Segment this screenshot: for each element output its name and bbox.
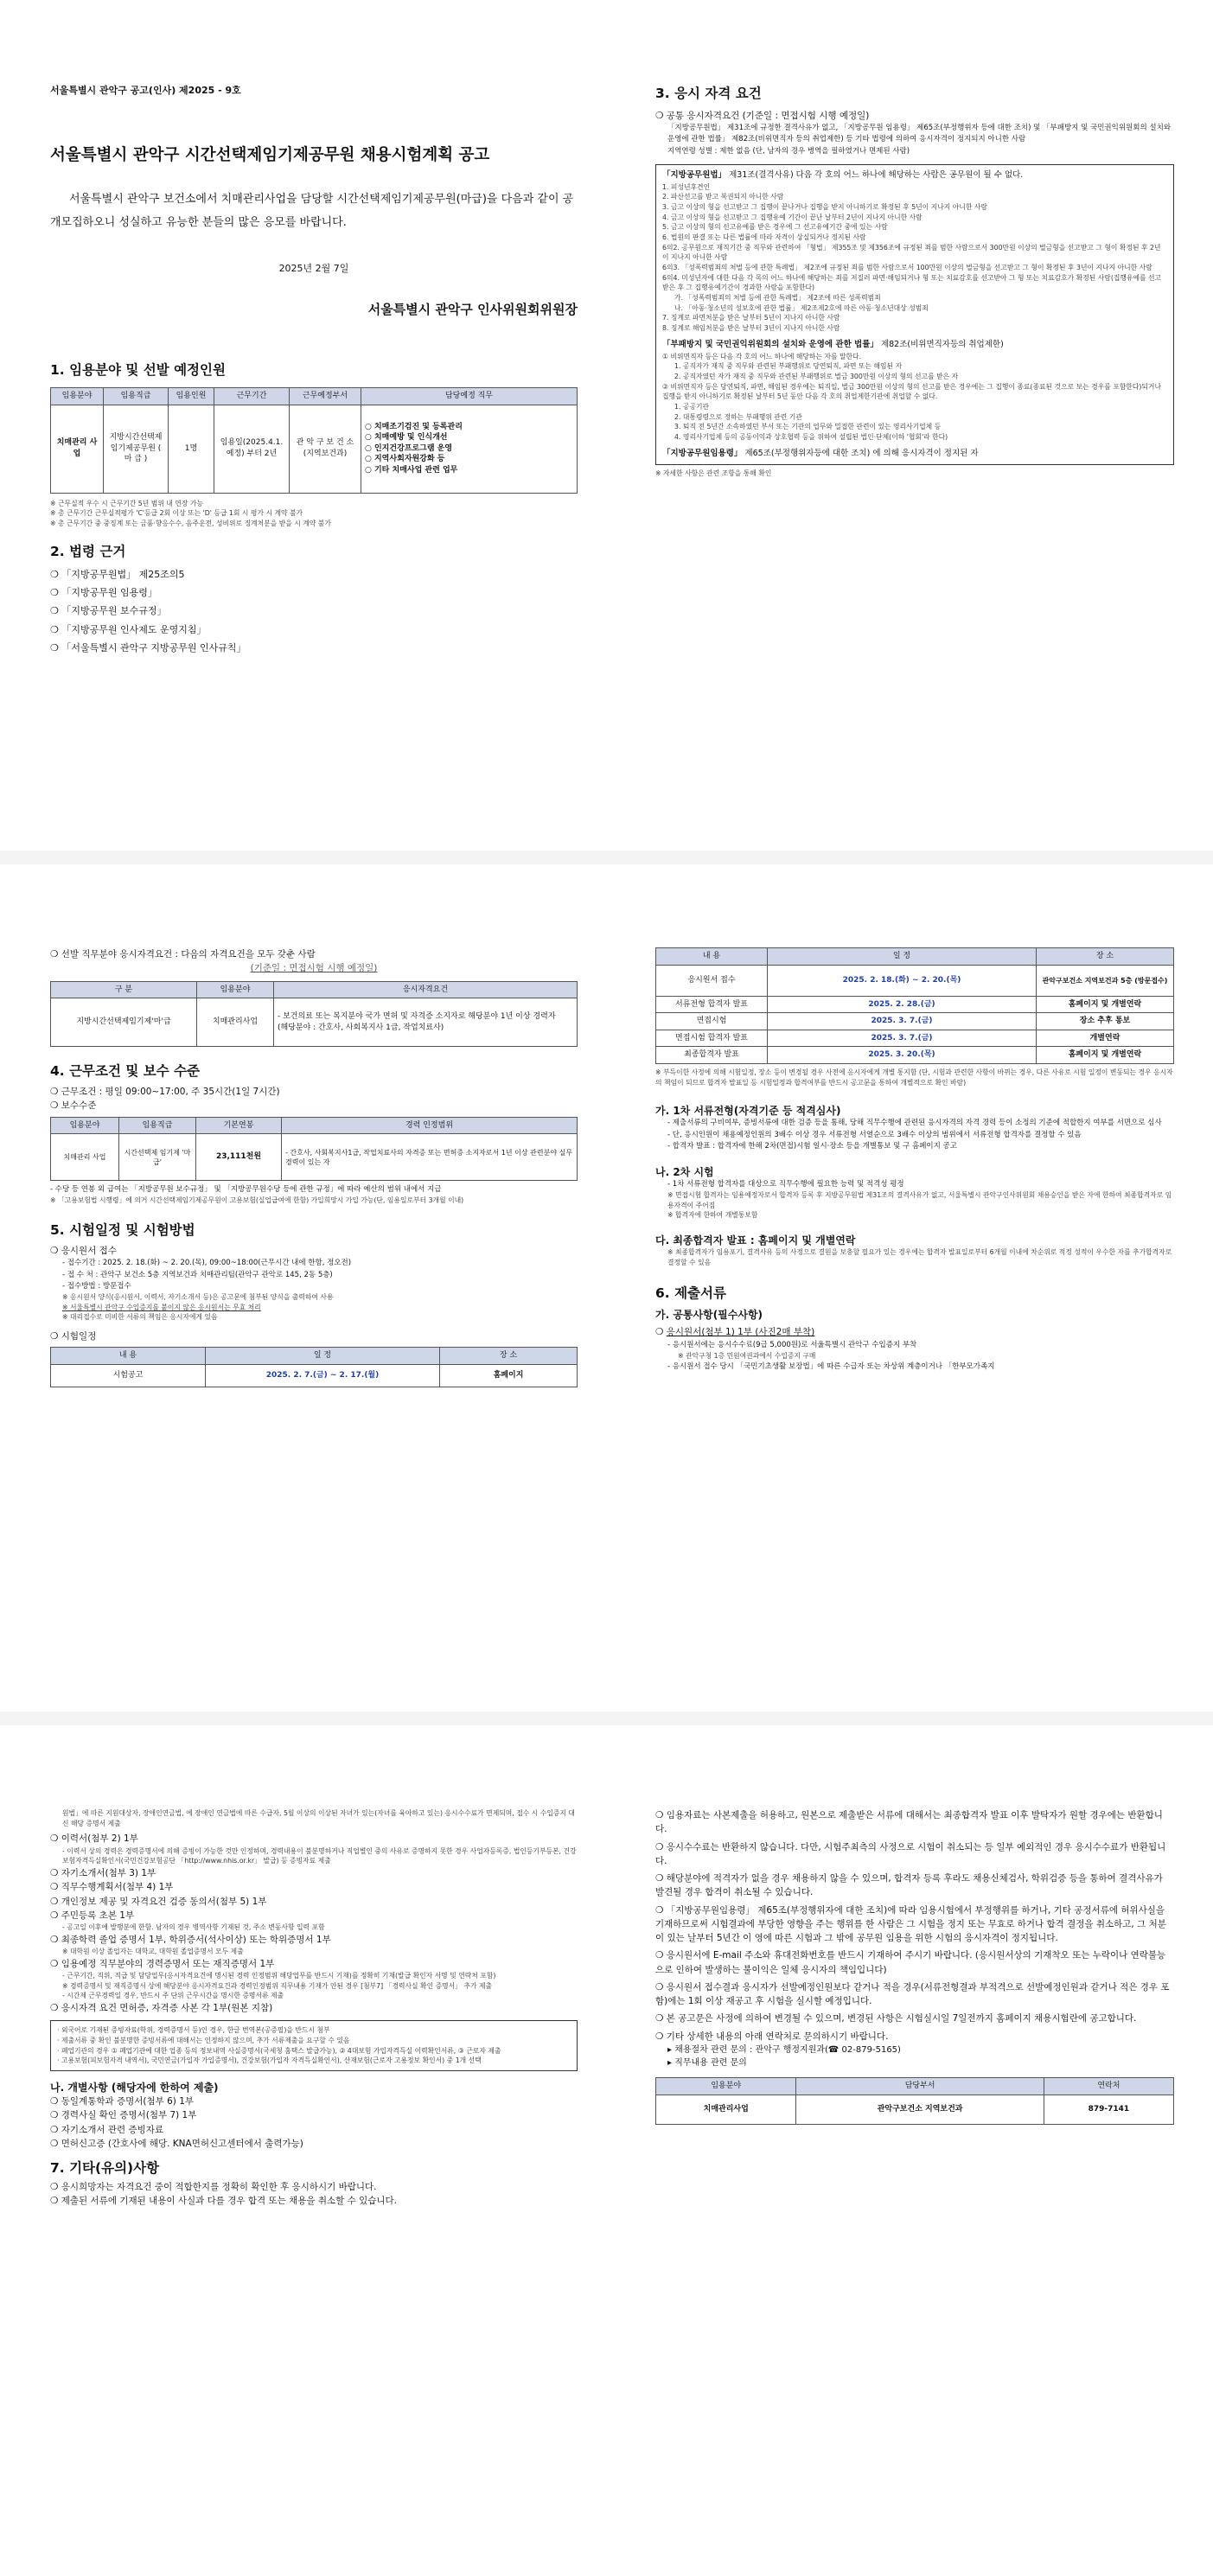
intake-note: ※ 서울특별시 관악구 수입증지를 붙이지 않은 응시원서는 무효 처리 xyxy=(62,1303,261,1311)
selection-category: 지방시간선택제임기제'마'급 xyxy=(51,998,197,1047)
law-basis-item: ❍ 「서울특별시 관악구 지방공무원 인사규칙」 xyxy=(50,642,246,654)
law-clause: 5. 금고 이상의 형의 선고유예를 받은 경우에 그 선고유예기간 중에 있는 사람 xyxy=(662,223,888,232)
schedule-header: 내 용 xyxy=(51,1348,206,1365)
schedule-what: 최종합격자 발표 xyxy=(656,1047,768,1064)
optional-doc: ❍ 자기소개서 관련 증빙자료 xyxy=(50,2124,164,2135)
documents-notes-box xyxy=(50,2020,578,2071)
bullet-circle-icon: ❍ xyxy=(655,1981,667,1993)
section-4-title: 4. 근무조건 및 보수 수준 xyxy=(50,1063,201,1080)
contact-tel: 879-7141 xyxy=(1044,2095,1173,2124)
page-3-right-column xyxy=(655,1808,1174,2125)
caution-item: ❍ 임용자료는 사본제출을 허용하고, 원본으로 제출받은 서류에 대해서는 최종합격자 발표 이후 발탁자가 원할 경우에는 반환합니다. xyxy=(655,1810,1163,1835)
recruit-header: 임용분야 xyxy=(51,387,104,405)
act-clause: 4. 영리사기업체 등의 공동이익과 상호협력 등을 위하여 설립된 법인·단체(이하 '협회'라 한다) xyxy=(674,433,948,442)
doc-item: ❍ 최종학력 졸업 증명서 1부, 학위증서(석사이상) 또는 학위증명서 1부 xyxy=(50,1934,331,1945)
caution-item: ❍ 해당분야에 적격자가 없을 경우 채용하지 않을 수 있으며, 합격자 등록 후라도 채용신체검사, 학위검증 등을 통하여 결격사유가 발견될 경우 합격이 취소될 수 있습니다. xyxy=(655,1873,1163,1898)
selection-intro: ❍ 선발 직무분야 응시자격요건 : 다음의 자격요건을 모두 갖춘 사람 xyxy=(50,949,316,960)
selection-header: 응시자격요건 xyxy=(274,981,578,998)
schedule-where: 홈페이지 및 개별연락 xyxy=(1037,996,1174,1013)
recruit-header: 담당예정 직무 xyxy=(361,387,578,405)
section-3-title: 3. 응시 자격 요건 xyxy=(655,86,762,101)
contact-table xyxy=(655,2077,1174,2125)
page-1 xyxy=(0,0,1213,851)
intake-note: ※ 대리접수로 미비한 서류의 책임은 응시자에게 있음 xyxy=(62,1313,218,1322)
caution-item: ❍ 「지방공무원임용령」 제65조(부정행위자에 대한 조치)에 따라 임용시험에서 부정행위를 하거나, 기타 공정서류에 허위사실을 기재하므로써 시험결과에 부당한 영향을 주는 행위를 한 사람은 그 시험을 정지 또는 무효로 하거나 합격 결정을 취소하고, 그 처분이 있는 날부터 5년간 이 영에 따른 시험과 그 밖에 공무원 임용을 위한 시험의 응시자격이 정지됩니다. xyxy=(655,1904,1166,1944)
doc-item: ❍ 자기소개서(첨부 3) 1부 xyxy=(50,1868,156,1879)
bullet-circle-icon: ❍ xyxy=(50,1958,61,1969)
law-clause: 6의3. 「성폭력범죄의 처벌 등에 관한 특례법」 제2조에 규정된 죄를 범한 사람으로서 100만원 이상의 벌금형을 선고받고 그 형이 확정된 후 3년이 지나지 아니한 사람 xyxy=(662,264,1152,271)
law-clause: 6. 법원의 판결 또는 다른 법률에 따라 자격이 상실되거나 정지된 사람 xyxy=(662,233,866,241)
intake-item: - 접 수 처 : 관악구 보건소 5층 지역보건과 치매관리팀(관악구 관악로 145, 2동 5층) xyxy=(62,1270,333,1279)
act-clause: ② 비위면직자 등은 당연퇴직, 파면, 해임된 경우에는 퇴직일, 벌금 300만원 이상의 형의 선고를 받은 경우에는 그 집행이 종료(종료된 것으로 보는 경우를 포함한다)되거나 집행을 받지 아니하기로 확정된 날부터 5년 동안 다음 각 호의 취업제한기관에 취업할 수 없다. xyxy=(662,382,1161,401)
bullet-circle-icon: ❍ xyxy=(50,568,62,580)
common-requirement-item: 「지방공무원법」 제31조에 규정한 결격사유가 없고, 「지방공무원 임용령」 제65조(부정행위자 등에 대한 조치) 및 「부패방지 및 국민권익위원회의 설치와 운영에 관한 법률」 제82조(비위면직자 등의 취업제한) 등 기타 법령에 의하여 응시자격이 정지되지 아니한 사람 xyxy=(667,124,1172,144)
law-clause: 6의4. 미성년자에 대한 다음 각 목의 어느 하나에 해당하는 죄를 저질러 파면·해임되거나 형 또는 치료감호를 선고받아 그 형 또는 치료감호가 확정된 사람(집행유예를 선고받은 후 그 집행유예기간이 경과한 사람을 포함한다) xyxy=(662,273,1162,292)
duty-item: ○ 지역사회자원강화 등 xyxy=(365,455,445,464)
recruit-header: 근무예정부서 xyxy=(290,387,361,405)
law-clause: 7. 징계로 파면처분을 받은 날부터 5년이 지나지 아니한 사람 xyxy=(662,314,840,322)
doc-item-sub: - 이력서 상의 경력은 경력증명서에 의해 증빙이 가능한 것만 인정하며, 경력내용이 불분명하거나 직업별인 중의 사유로 증명하지 못한 경우 사업자등록증, 법인등기부등본, 건강보험자격득실확인서(국민건강보험공단 「http://www.nhis.or.kr」 발급) 등 증빙자료 제출 xyxy=(62,1846,577,1865)
pay-note: ※ 「고용보험법 시행령」에 의거 시간선택제임기제공무원이 고용보험(실업급여에 한함) 가입희망시 가입 가능(단, 임용일로부터 3개월 이내) xyxy=(50,1196,464,1205)
doc-item: ❍ 개인정보 제공 및 자격요건 검증 동의서(첨부 5) 1부 xyxy=(50,1896,267,1907)
schedule-where: 홈페이지 및 개별연락 xyxy=(1037,1047,1174,1064)
recruit-header: 임용인원 xyxy=(169,387,214,405)
document-application-sub: - 응시원서 접수 당시 「국민기초생활 보장법」에 따른 수급자 또는 차상위 계층이거나 「한부모가족지 xyxy=(667,1361,995,1371)
page-3-left-column xyxy=(50,1808,578,2209)
duty-item: ○ 인지건강프로그램 운영 xyxy=(365,443,453,453)
bullet-circle-icon: ❍ xyxy=(655,1904,667,1916)
section-7-title: 7. 기타(유의)사항 xyxy=(50,2160,160,2177)
documents-note: · 제출서류 중 확인 불분명한 증빙서류에 대해서는 인정하지 않으며, 추가 서류제출을 요구할 수 있음 xyxy=(57,2037,350,2044)
page-2 xyxy=(0,864,1213,1715)
recruit-dept: 관 악 구 보 건 소 (지역보건과) xyxy=(290,405,361,493)
schedule-what: 시험공고 xyxy=(51,1364,206,1387)
duty-item: ○ 치매예방 및 인식개선 xyxy=(365,433,448,443)
pay-header: 경력 인정범위 xyxy=(282,1117,578,1134)
application-intake: ❍ 응시원서 접수 xyxy=(50,1246,117,1257)
pay-header: 임용분야 xyxy=(51,1117,119,1134)
schedule-where: 홈페이지 xyxy=(440,1364,578,1387)
schedule-when: 2025. 3. 7.(금) xyxy=(768,1030,1037,1047)
contact-item: ▸ 직무내용 관련 문의 xyxy=(667,2058,747,2069)
law-basis-item: ❍ 「지방공무원 인사제도 운영지침」 xyxy=(50,623,207,635)
bullet-circle-icon: ❍ xyxy=(655,1873,667,1884)
document-application-sub: - 응시원서에는 응시수수료(9급 5,000원)로 서울특별시 관악구 수입증지 부착 xyxy=(667,1340,917,1349)
schedule-what: 응시원서 접수 xyxy=(656,965,768,996)
selection-header: 구 분 xyxy=(51,981,197,998)
contact-field: 치매관리사업 xyxy=(656,2095,796,2124)
page-gap xyxy=(0,1712,1213,1725)
bullet-circle-icon: ❍ xyxy=(50,1087,61,1098)
pay-note: - 수당 등 연봉 외 급여는 「지방공무원 보수규정」 및 「지방공무원수당 등에 관한 규정」에 따라 예산의 범위 내에서 지급 xyxy=(50,1185,442,1195)
disqualification-box xyxy=(655,164,1174,466)
bullet-circle-icon: ❍ xyxy=(50,1910,61,1921)
act-clause: 2. 대통령령으로 정하는 부패행위 관련 기관 xyxy=(674,412,802,421)
documents-optional-title: 나. 개별사항 (해당자에 한하여 제출) xyxy=(50,2082,219,2095)
bullet-circle-icon: ❍ xyxy=(50,623,62,635)
law-basis-item: ❍ 「지방공무원법」 제25조의5 xyxy=(50,568,185,580)
step-2-item: - 1차 서류전형 합격자를 대상으로 직무수행에 필요한 능력 및 적격성 평정 xyxy=(667,1179,904,1189)
bullet-circle-icon: ❍ xyxy=(50,2196,61,2207)
notice-number: 서울특별시 관악구 공고(인사) 제2025 - 9호 xyxy=(50,85,241,96)
pay-field: 치매관리 사업 xyxy=(51,1134,119,1181)
act-clause: 1. 공직자가 재직 중 직무와 관련된 부패행위로 당연퇴직, 파면 또는 해임된 자 xyxy=(674,362,903,371)
optional-doc: ❍ 동일계통학과 증명서(첨부 6) 1부 xyxy=(50,2096,195,2107)
schedule-what: 면접시험 합격자 발표 xyxy=(656,1030,768,1047)
schedule-when: 2025. 3. 7.(금) xyxy=(768,1013,1037,1030)
doc-item-sub: ※ 경력증명서 및 재직증명서 상에 해당분야 응시자격요건과 경력인정범위 직무내용 기재가 안된 경우 [첨부7] 「경력사실 확인 증명서」 추가 제출 xyxy=(62,1981,493,1990)
caution-item: ❍ 응시원서 접수결과 응시자가 선발예정인원보다 같거나 적을 경우(서류전형결과 부적격으로 선발예정인원과 같거나 적은 경우 포함)에는 1회 이상 재공고 후 시험을 실시할 예정입니다. xyxy=(655,1981,1170,2007)
documents-note: · 폐업기관의 경우 ① 폐업기관에 대한 업종 등의 정보내역 사실증명서(국세청 홈택스 발급가능), ② 4대보험 가입자격득실 이력확인서류, ③ 근로자 제출 xyxy=(57,2046,501,2055)
selection-requirement: - 보건의료 또는 복지분야 국가 면허 및 자격증 소지자로 해당분야 1년 이상 경력자 (해당분야 : 간호사, 사회복지사 1급, 작업치료사) xyxy=(274,998,578,1047)
section-5-title: 5. 시험일정 및 시험방법 xyxy=(50,1222,195,1239)
bullet-circle-icon: ❍ xyxy=(50,642,62,654)
bullet-circle-icon: ❍ xyxy=(50,1246,61,1257)
bullet-circle-icon: ❍ xyxy=(50,949,61,960)
schedule-header: 장 소 xyxy=(440,1348,578,1365)
bullet-circle-icon: ❍ xyxy=(50,1330,61,1342)
page-3 xyxy=(0,1725,1213,2576)
recruit-note: ※ 총 근무기간 중 중징계 또는 금품·향응수수, 음주운전, 성비위로 징계처분을 받을 시 계약 불가 xyxy=(50,519,331,527)
notice-date: 2025년 2월 7일 xyxy=(278,262,349,274)
step-3-title: 다. 최종합격자 발표 : 홈페이지 및 개별연락 xyxy=(655,1234,856,1247)
schedule-note: ※ 부득이한 사정에 의해 시험일정, 장소 등이 변경될 경우 사전에 응시자에게 개별 통지함 (단, 시험과 관련한 사항이 바뀌는 경우, 다른 사유로 시험 일정이 변동되는 경우 응시자의 책임이 되므로 합격자 발표일 등 시험일정과 합격여부를 반드시 공고문을 통하여 개별적으로 확인 바람) xyxy=(655,1068,1173,1087)
schedule-header: 내 용 xyxy=(656,948,768,966)
selection-basis: (기준일 : 면접시험 시행 예정일) xyxy=(250,963,378,974)
law-clause: 4. 금고 이상의 형을 선고받고 그 집행유예 기간이 끝난 날부터 2년이 지나지 아니한 사람 xyxy=(662,213,923,221)
duty-item: ○ 치매조기검진 및 등록관리 xyxy=(365,422,463,431)
documents-common-title: 가. 공통사항(필수사항) xyxy=(655,1309,763,1322)
recruit-count: 1명 xyxy=(169,405,214,493)
bullet-circle-icon: ❍ xyxy=(655,1810,667,1820)
pay-level: ❍ 보수수준 xyxy=(50,1100,97,1112)
document-application-sub: ※ 관악구청 1층 민원여권과에서 수입증지 구매 xyxy=(678,1351,816,1360)
doc-item-sub: - 근무기간, 직위, 직급 및 담당업무(응시자격요건에 명시된 경력 인정범위 해당업무를 반드시 기재)를 정확히 기재(발급 확인자 서명 및 연락처 포함) xyxy=(62,1971,496,1980)
doc-item: ❍ 임용예정 직무분야의 경력증명서 또는 재직증명서 1부 xyxy=(50,1958,275,1969)
bullet-circle-icon: ❍ xyxy=(655,1950,667,1961)
selection-field: 치매관리사업 xyxy=(197,998,274,1047)
page-gap xyxy=(0,851,1213,864)
law-clause: 2. 파산선고를 받고 복권되지 아니한 사람 xyxy=(662,193,784,201)
bullet-circle-icon: ❍ xyxy=(50,2124,61,2135)
law-clause: 6의2. 공무원으로 재직기간 중 직무와 관련하여 「형법」 제355조 및 제356조에 규정된 죄를 범한 사람으로서 300만원 이상의 벌금형을 선고받고 그 형이 확정된 후 2년이 지나지 아니한 사람 xyxy=(662,243,1161,262)
pay-header: 기본연봉 xyxy=(196,1117,282,1134)
act-heading: 「부패방지 및 국민권익위원회의 설치와 운영에 관한 법률」 제82조(비위면직자등의 취업제한) xyxy=(662,339,1004,349)
triangle-bullet-icon: ▸ xyxy=(667,2044,675,2055)
duty-item: ○ 기타 치매사업 관련 업무 xyxy=(365,465,458,475)
pay-salary: 23,111천원 xyxy=(196,1134,282,1181)
recruit-note: ※ 총 근무기간 근무실적평가 'C'등급 2회 이상 또는 'D' 등급 1회 시 평가 시 계약 불가 xyxy=(50,509,303,518)
step-2-title: 나. 2차 시험 xyxy=(655,1165,714,1178)
doc-item-sub: - 시간제 근무경력일 경우, 반드시 주 단위 근무시간을 명시한 증명서류 제출 xyxy=(62,1992,284,2000)
contact-header: 담당부서 xyxy=(796,2077,1044,2095)
recruit-table xyxy=(50,387,578,494)
law-clause: 나. 「아동·청소년의 성보호에 관한 법률」 제2조제2호에 따른 아동·청소년대상 성범죄 xyxy=(674,303,929,312)
caution-item: ❍ 응시수수료는 반환하지 않습니다. 다만, 시험주최측의 사정으로 시험이 취소되는 등 일부 예외적인 경우 응시수수료가 반환됩니다. xyxy=(655,1841,1166,1866)
recruit-duties xyxy=(361,405,578,493)
contact-header: 연락처 xyxy=(1044,2077,1173,2095)
bullet-circle-icon: ❍ xyxy=(50,2003,61,2014)
step-2-item: ※ 면접시험 합격자는 임용예정자로서 합격자 등록 후 지방공무원법 제31조의 결격사유가 없고, 서울특별시 관악구인사위원회 채용승인을 받은 자에 한하여 최종합격자로 임용자격이 주어짐 xyxy=(667,1191,1172,1209)
doc-item: ❍ 주민등록 초본 1부 xyxy=(50,1910,135,1921)
schedule-what: 면접시험 xyxy=(656,1013,768,1030)
schedule-table-2 xyxy=(655,947,1174,1064)
step-1-item: - 단, 응시인원이 채용예정인원의 3배수 이상 경우 서류전형 서열순으로 3배수 이상의 범위에서 서류전형 합격자를 결정할 수 있음 xyxy=(667,1130,1082,1139)
recruit-header: 근무기간 xyxy=(214,387,290,405)
notice-signer: 서울특별시 관악구 인사위원회위원장 xyxy=(367,301,578,317)
intake-item: - 접수기간 : 2025. 2. 18.(화) ~ 2. 20.(목), 09:00~18:00(근무시간 내에 한함, 정오전) xyxy=(62,1259,352,1268)
doc-item: ❍ 직무수행계획서(첨부 4) 1부 xyxy=(50,1882,174,1893)
act-clause: 3. 퇴직 전 5년간 소속하였던 부서 또는 기관의 업무와 밀접한 관련이 있는 영리사기업체 등 xyxy=(674,423,942,431)
optional-doc: ❍ 경력사실 확인 증명서(첨부 7) 1부 xyxy=(50,2110,197,2121)
section-6-title: 6. 제출서류 xyxy=(655,1285,726,1302)
contact-item: ▸ 채용절차 관련 문의 : 관악구 행정지원과(☎ 02-879-5165) xyxy=(667,2044,901,2055)
intake-item: - 접수방법 : 방문접수 xyxy=(62,1281,131,1291)
requirement-note: ※ 자세한 사항은 관련 조항을 통해 확인 xyxy=(655,469,772,478)
caution-item: ❍ 기타 상세한 내용의 아래 연락처로 문의하시기 바랍니다. xyxy=(655,2031,889,2042)
law-heading: 「지방공무원법」 제31조(결격사유) 다음 각 호의 어느 하나에 해당하는 사람은 공무원이 될 수 없다. xyxy=(662,169,1024,180)
bullet-circle-icon: ❍ xyxy=(50,1868,61,1879)
schedule-where: 장소 추후 통보 xyxy=(1037,1013,1174,1030)
schedule-when: 2025. 3. 20.(목) xyxy=(768,1047,1037,1064)
common-requirement: ❍ 공통 응시자격요건 (기준일 : 면접시험 시행 예정일) xyxy=(655,111,870,121)
step-3-item: ※ 최종합격자가 임용포기, 결격사유 등의 사정으로 결원을 보충할 필요가 있는 경우에는 합격자 발표일로부터 6개월 이내에 차순위로 적정 성적이 우수한 자를 추가합격자로 결정할 수 있음 xyxy=(667,1248,1172,1266)
bullet-circle-icon: ❍ xyxy=(50,2182,61,2193)
law-clause: 8. 징계로 해임처분을 받은 날부터 3년이 지나지 아니한 사람 xyxy=(662,324,840,333)
schedule-when: 2025. 2. 7.(금) ~ 2. 17.(월) xyxy=(206,1364,440,1387)
step-2-item: ※ 합격자에 한하여 개별통보함 xyxy=(667,1211,758,1220)
recruit-rank: 지방시간선택제 임기제공무원 ( 마 급 ) xyxy=(104,405,169,493)
schedule-header: 일 정 xyxy=(206,1348,440,1365)
schedule-when: 2025. 2. 18.(화) ~ 2. 20.(목) xyxy=(768,965,1037,996)
pay-table xyxy=(50,1117,578,1182)
bullet-circle-icon: ❍ xyxy=(50,2110,61,2121)
schedule-where: 관악구보건소 지역보건과 5층 (방문접수) xyxy=(1037,965,1174,996)
section-1-title: 1. 임용분야 및 선발 예정인원 xyxy=(50,361,226,378)
act-clause: ① 비위면직자 등은 다음 각 호의 어느 하나에 해당하는 자를 말한다. xyxy=(662,352,862,360)
optional-doc: ❍ 면허신고증 (간호사에 해당. KNA면허신고센터에서 출력가능) xyxy=(50,2138,303,2149)
schedule-header: 일 정 xyxy=(768,948,1037,966)
section-2-title: 2. 법령 근거 xyxy=(50,543,126,559)
page-2-right-column xyxy=(655,947,1174,1373)
schedule-table-1 xyxy=(50,1347,578,1387)
pay-career: - 간호사, 사회복지사1급, 작업치료사의 자격증 또는 면허증 소지자로서 1년 이상 관련분야 실무경력이 있는 자 xyxy=(282,1134,578,1181)
bullet-circle-icon: ❍ xyxy=(655,2013,667,2024)
bullet-circle-icon: ❍ xyxy=(655,2031,667,2042)
contact-header: 임용분야 xyxy=(656,2077,796,2095)
law-basis-list xyxy=(50,565,578,658)
bullet-circle-icon: ❍ xyxy=(50,2138,61,2149)
caution-item: ❍ 제출된 서류에 기재된 내용이 사실과 다를 경우 합격 또는 채용을 취소할 수 있습니다. xyxy=(50,2196,398,2207)
recruit-header: 임용직급 xyxy=(104,387,169,405)
caution-item: ❍ 본 공고문은 사정에 의하여 변경될 수 있으며, 변경된 사항은 시험실시일 7일전까지 홈페이지 채용시험란에 공고합니다. xyxy=(655,2013,1137,2024)
decree-heading: 「지방공무원임용령」 제65조(부정행위자등에 대한 조치) 에 의해 응시자격이 정지된 자 xyxy=(662,448,979,458)
bullet-circle-icon: ❍ xyxy=(50,2096,61,2107)
law-basis-item: ❍ 「지방공무원 보수규정」 xyxy=(50,605,167,617)
fee-exemption-cont: 원법」에 따른 지원대상자, 장애인연금법, 에 장애인 연금법에 따른 수급자, 5월 이상의 이상된 자녀가 있는(자녀를 육아하고 있는) 응시수수료가 면제되며, 접수 시 수입증지 대신 해당 증명서 제출 xyxy=(62,1809,575,1827)
bullet-circle-icon: ❍ xyxy=(50,1100,61,1112)
schedule-what: 서류전형 합격자 발표 xyxy=(656,996,768,1013)
law-clause: 3. 금고 이상의 형을 선고받고 그 집행이 끝나거나 집행을 받지 아니하기로 확정된 후 5년이 지나지 아니한 사람 xyxy=(662,202,987,211)
pay-rank: 시간선택제 임기제 '마급' xyxy=(119,1134,196,1181)
law-clause: 가. 「성폭력범죄의 처벌 등에 관한 특례법」 제2조에 따른 성폭력범죄 xyxy=(674,294,881,303)
step-1-title: 가. 1차 서류전형(자격기준 등 적격심사) xyxy=(655,1105,841,1118)
bullet-circle-icon: ❍ xyxy=(655,1327,667,1338)
documents-note: · 외국어로 기재된 증빙자료(학위, 경력증명서 등)인 경우, 한글 번역본(공증필)을 반드시 첨부 xyxy=(57,2026,330,2035)
document-application: ❍ 응시원서(첨부 1) 1부 (사진2매 부착) xyxy=(655,1327,815,1338)
page-2-left-column xyxy=(50,947,578,1387)
act-clause: 1. 공공기관 xyxy=(674,402,710,411)
law-clause: 1. 피성년후견인 xyxy=(662,182,711,191)
recruit-notes xyxy=(50,499,578,529)
bullet-circle-icon: ❍ xyxy=(50,1896,61,1907)
schedule-label: ❍ 시험일정 xyxy=(50,1330,97,1342)
page-1-right-column xyxy=(655,83,1174,479)
selection-header: 임용분야 xyxy=(197,981,274,998)
page-1-left-column xyxy=(50,83,578,658)
documents-note: · 고용보험(피보험자격 내역서), 국민연금(가입자 가입증명서), 건강보험(가입자 자격득실확인서), 산재보험(근로자 고용정보 확인서) 중 1개 선택 xyxy=(57,2056,482,2065)
recruit-period: 임용일(2025.4.1.예정) 부터 2년 xyxy=(214,405,290,493)
bullet-circle-icon: ❍ xyxy=(655,111,667,121)
schedule-when: 2025. 2. 28.(금) xyxy=(768,996,1037,1013)
step-1-item: - 제출서류의 구비여부, 증빙서류에 대한 검증 등을 통해, 당해 직무수행에 관련된 응시자격의 자격 경력 등이 소정의 기준에 적합한지 여부를 서면으로 심사 xyxy=(667,1119,1162,1128)
doc-item: ❍ 응시자격 요건 면허증, 자격증 사본 각 1부(원본 지참) xyxy=(50,2003,273,2014)
caution-list xyxy=(655,1808,1174,2044)
bullet-circle-icon: ❍ xyxy=(50,587,62,599)
bullet-circle-icon: ❍ xyxy=(50,605,62,617)
schedule-where: 개별연락 xyxy=(1037,1030,1174,1047)
doc-item: ❍ 이력서(첨부 2) 1부 xyxy=(50,1833,138,1845)
law-basis-item: ❍ 「지방공무원 임용령」 xyxy=(50,587,157,599)
act-clause: 2. 공직자였던 자가 재직 중 직무와 관련된 부패행위로 벌금 300만원 이상의 형의 선고를 받은 자 xyxy=(674,372,959,380)
schedule-header: 장 소 xyxy=(1037,948,1174,966)
notice-title: 서울특별시 관악구 시간선택제임기제공무원 채용시험계획 공고 xyxy=(50,146,490,165)
caution-item: ❍ 응시원서에 E-mail 주소와 휴대전화번호를 반드시 기재하여 주시기 바랍니다. (응시원서상의 기재착오 또는 누락이나 연락불능으로 인하여 발생하는 불이익은 일체 응시자의 책임입니다) xyxy=(655,1950,1166,1975)
doc-item-sub: - 공고일 이후에 발행분에 한함. 남자의 경우 병역사항 기재된 것, 주소 변동사항 입력 포함 xyxy=(62,1923,325,1932)
bullet-circle-icon: ❍ xyxy=(50,1882,61,1893)
bullet-circle-icon: ❍ xyxy=(655,1841,667,1852)
doc-item-sub: ※ 대학원 이상 졸업자는 대학교, 대학원 졸업증명서 모두 제출 xyxy=(62,1948,244,1956)
contact-dept: 관악구보건소 지역보건과 xyxy=(796,2095,1044,2124)
common-requirement-item: 지역연령 성별 : 제한 없음 (단, 남자의 경우 병역을 필하였거나 면제된 사람) xyxy=(667,146,910,156)
notice-intro: 서울특별시 관악구 보건소에서 치매관리사업을 담당할 시간선택제임기제공무원(마급)을 다음과 같이 공개모집하오니 성실하고 유능한 분들의 많은 응모를 바랍니다. xyxy=(50,193,574,230)
triangle-bullet-icon: ▸ xyxy=(667,2058,675,2069)
pay-header: 임용직급 xyxy=(119,1117,196,1134)
intake-note: ※ 응시원서 양식(응시원서, 이력서, 자기소개서 등)은 공고문에 첨부된 양식을 출력하여 사용 xyxy=(62,1292,334,1301)
selection-table xyxy=(50,981,578,1048)
bullet-circle-icon: ❍ xyxy=(50,1934,61,1945)
bullet-circle-icon: ❍ xyxy=(50,1833,61,1845)
step-1-item: - 합격자 발표 : 합격자에 한해 2차(면접)시험 일시·장소 등을 개별통보 및 구 홈페이지 공고 xyxy=(667,1141,957,1151)
work-hours: ❍ 근무조건 : 평일 09:00~17:00, 주 35시간(1일 7시간) xyxy=(50,1087,280,1098)
caution-item: ❍ 응시희망자는 자격요건 중이 적합한지를 정확히 확인한 후 응시하시기 바랍니다. xyxy=(50,2182,377,2193)
recruit-field: 치매관리 사 업 xyxy=(51,405,104,493)
recruit-note: ※ 근무실적 우수 시 근무기간 5년 범위 내 연장 가능 xyxy=(50,499,203,507)
